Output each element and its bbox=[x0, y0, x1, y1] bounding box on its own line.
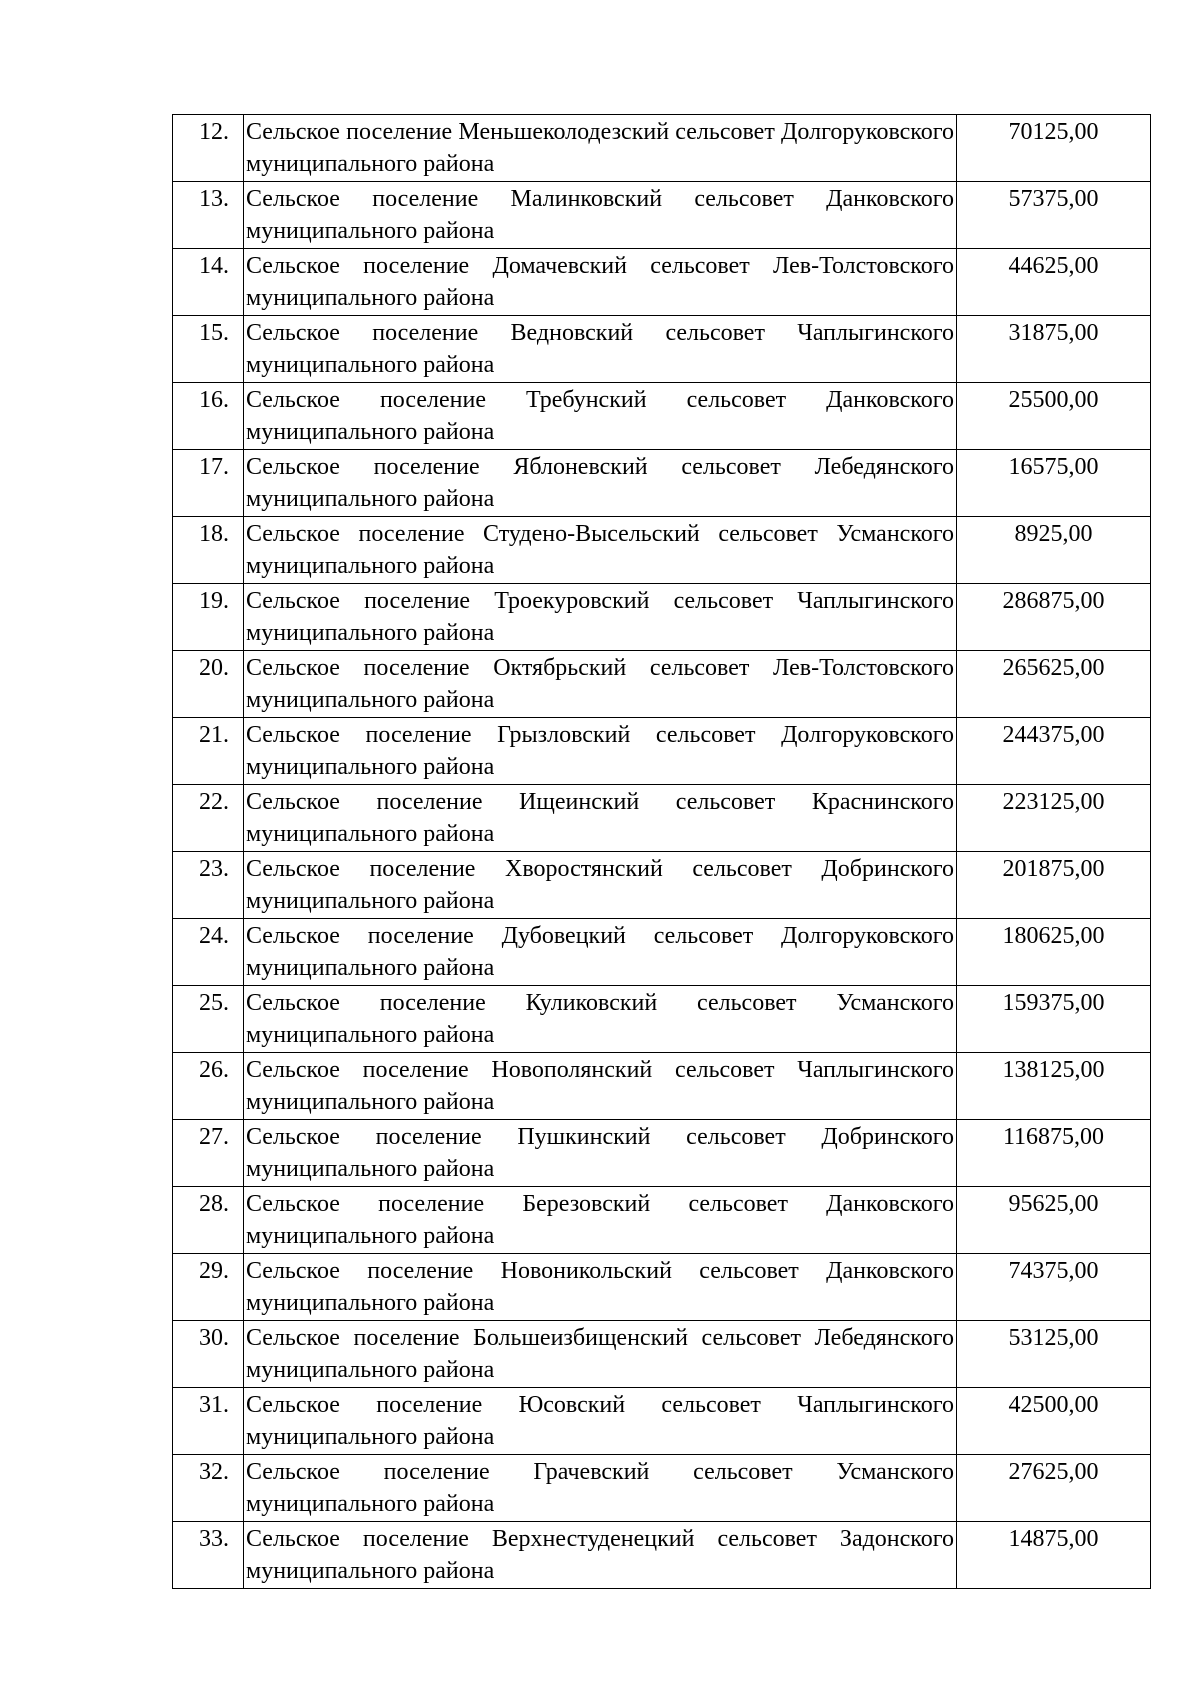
settlement-name: Сельское поселение Юсовский сельсовет Чаплыгинского муниципального района bbox=[244, 1388, 957, 1455]
amount-cell: 31875,00 bbox=[957, 316, 1151, 383]
table-row bbox=[173, 1321, 1151, 1388]
amount-cell: 8925,00 bbox=[957, 517, 1151, 584]
row-number: 32. bbox=[173, 1455, 244, 1522]
row-number: 13. bbox=[173, 182, 244, 249]
table-row bbox=[173, 383, 1151, 450]
row-number: 33. bbox=[173, 1522, 244, 1589]
table-row bbox=[173, 785, 1151, 852]
row-number: 26. bbox=[173, 1053, 244, 1120]
amount-cell: 95625,00 bbox=[957, 1187, 1151, 1254]
row-number: 24. bbox=[173, 919, 244, 986]
row-number: 16. bbox=[173, 383, 244, 450]
amount-cell: 27625,00 bbox=[957, 1455, 1151, 1522]
row-number: 22. bbox=[173, 785, 244, 852]
table-body bbox=[173, 115, 1151, 1589]
amount-cell: 44625,00 bbox=[957, 249, 1151, 316]
settlement-name: Сельское поселение Куликовский сельсовет Усманского муниципального района bbox=[244, 986, 957, 1053]
table-row bbox=[173, 852, 1151, 919]
settlement-name: Сельское поселение Яблоневский сельсовет Лебедянского муниципального района bbox=[244, 450, 957, 517]
settlement-name: Сельское поселение Октябрьский сельсовет Лев-Толстовского муниципального района bbox=[244, 651, 957, 718]
table-row bbox=[173, 986, 1151, 1053]
settlement-name: Сельское поселение Малинковский сельсовет Данковского муниципального района bbox=[244, 182, 957, 249]
settlement-name: Сельское поселение Меньшеколодезский сельсовет Долгоруковского муниципального района bbox=[244, 115, 957, 182]
table-row bbox=[173, 182, 1151, 249]
settlement-name: Сельское поселение Новоникольский сельсовет Данковского муниципального района bbox=[244, 1254, 957, 1321]
settlement-name: Сельское поселение Хворостянский сельсовет Добринского муниципального района bbox=[244, 852, 957, 919]
amount-cell: 201875,00 bbox=[957, 852, 1151, 919]
table-row bbox=[173, 1120, 1151, 1187]
settlement-name: Сельское поселение Верхнестуденецкий сельсовет Задонского муниципального района bbox=[244, 1522, 957, 1589]
settlement-name: Сельское поселение Большеизбищенский сельсовет Лебедянского муниципального района bbox=[244, 1321, 957, 1388]
row-number: 17. bbox=[173, 450, 244, 517]
amount-cell: 14875,00 bbox=[957, 1522, 1151, 1589]
settlement-name: Сельское поселение Грызловский сельсовет Долгоруковского муниципального района bbox=[244, 718, 957, 785]
row-number: 25. bbox=[173, 986, 244, 1053]
settlement-name: Сельское поселение Троекуровский сельсовет Чаплыгинского муниципального района bbox=[244, 584, 957, 651]
settlement-name: Сельское поселение Ищеинский сельсовет Краснинского муниципального района bbox=[244, 785, 957, 852]
amount-cell: 286875,00 bbox=[957, 584, 1151, 651]
amount-cell: 25500,00 bbox=[957, 383, 1151, 450]
table-row bbox=[173, 450, 1151, 517]
settlement-name: Сельское поселение Новополянский сельсовет Чаплыгинского муниципального района bbox=[244, 1053, 957, 1120]
row-number: 27. bbox=[173, 1120, 244, 1187]
amount-cell: 57375,00 bbox=[957, 182, 1151, 249]
table-row bbox=[173, 115, 1151, 182]
row-number: 23. bbox=[173, 852, 244, 919]
row-number: 31. bbox=[173, 1388, 244, 1455]
row-number: 30. bbox=[173, 1321, 244, 1388]
row-number: 29. bbox=[173, 1254, 244, 1321]
settlement-name: Сельское поселение Дубовецкий сельсовет Долгоруковского муниципального района bbox=[244, 919, 957, 986]
row-number: 28. bbox=[173, 1187, 244, 1254]
amount-cell: 138125,00 bbox=[957, 1053, 1151, 1120]
settlement-name: Сельское поселение Березовский сельсовет Данковского муниципального района bbox=[244, 1187, 957, 1254]
table-row bbox=[173, 718, 1151, 785]
row-number: 19. bbox=[173, 584, 244, 651]
amount-cell: 70125,00 bbox=[957, 115, 1151, 182]
table-row bbox=[173, 1522, 1151, 1589]
settlement-name: Сельское поселение Студено-Высельский сельсовет Усманского муниципального района bbox=[244, 517, 957, 584]
amount-cell: 159375,00 bbox=[957, 986, 1151, 1053]
settlement-name: Сельское поселение Требунский сельсовет Данковского муниципального района bbox=[244, 383, 957, 450]
amount-cell: 42500,00 bbox=[957, 1388, 1151, 1455]
table-row bbox=[173, 1187, 1151, 1254]
amount-cell: 180625,00 bbox=[957, 919, 1151, 986]
settlement-name: Сельское поселение Домачевский сельсовет Лев-Толстовского муниципального района bbox=[244, 249, 957, 316]
row-number: 21. bbox=[173, 718, 244, 785]
table-row bbox=[173, 919, 1151, 986]
row-number: 18. bbox=[173, 517, 244, 584]
row-number: 12. bbox=[173, 115, 244, 182]
table-row bbox=[173, 316, 1151, 383]
table-row bbox=[173, 517, 1151, 584]
table-row bbox=[173, 249, 1151, 316]
amount-cell: 53125,00 bbox=[957, 1321, 1151, 1388]
amount-cell: 16575,00 bbox=[957, 450, 1151, 517]
settlements-table bbox=[172, 114, 1151, 1589]
row-number: 14. bbox=[173, 249, 244, 316]
amount-cell: 244375,00 bbox=[957, 718, 1151, 785]
amount-cell: 116875,00 bbox=[957, 1120, 1151, 1187]
settlement-name: Сельское поселение Пушкинский сельсовет Добринского муниципального района bbox=[244, 1120, 957, 1187]
table-row bbox=[173, 651, 1151, 718]
table-row bbox=[173, 1053, 1151, 1120]
settlement-name: Сельское поселение Ведновский сельсовет Чаплыгинского муниципального района bbox=[244, 316, 957, 383]
amount-cell: 265625,00 bbox=[957, 651, 1151, 718]
row-number: 15. bbox=[173, 316, 244, 383]
table-row bbox=[173, 1388, 1151, 1455]
table-row bbox=[173, 1254, 1151, 1321]
table-row bbox=[173, 584, 1151, 651]
amount-cell: 74375,00 bbox=[957, 1254, 1151, 1321]
amount-cell: 223125,00 bbox=[957, 785, 1151, 852]
settlement-name: Сельское поселение Грачевский сельсовет Усманского муниципального района bbox=[244, 1455, 957, 1522]
row-number: 20. bbox=[173, 651, 244, 718]
table-row bbox=[173, 1455, 1151, 1522]
